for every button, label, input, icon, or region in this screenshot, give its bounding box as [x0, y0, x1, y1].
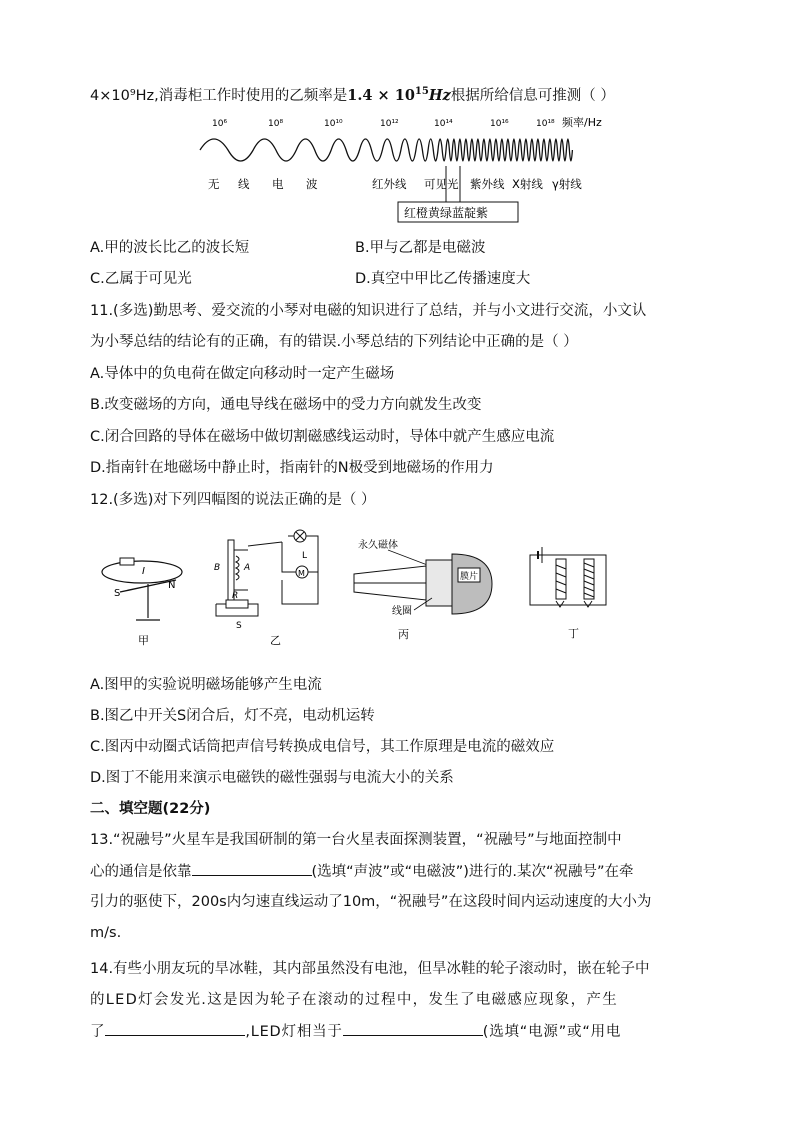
- q13-answer-blank-1[interactable]: [192, 861, 312, 876]
- microphone-head: [452, 554, 492, 614]
- spectrum-unit-label: 频率/Hz: [562, 116, 602, 129]
- q11-stem-line1: 11.(多选)勤思考、爱交流的小琴对电磁的知识进行了总结，并与小文进行交流，小文认: [90, 303, 647, 319]
- q10-option-d: D.真空中甲比乙传播速度大: [355, 271, 531, 287]
- switch-label: S: [236, 621, 242, 631]
- electromagnet-a: [556, 559, 566, 599]
- coil-label: 线圈: [392, 606, 412, 617]
- spectrum-band-label: 红外线: [372, 177, 407, 191]
- armature: [248, 542, 282, 546]
- figure-bing: [350, 538, 500, 643]
- q14-answer-blank-2[interactable]: [343, 1021, 483, 1036]
- q13-line3: 引力的驱使下，200s内匀速直线运动了10m，“祝融号”在这段时间内运动速度的大小为: [90, 894, 652, 910]
- spectrum-band-label: 无: [208, 177, 220, 191]
- q13-line4: m/s.: [90, 925, 122, 941]
- relay-coil: [236, 556, 239, 580]
- diaphragm-label: 膜片: [460, 572, 479, 582]
- figure-caption: 丁: [568, 627, 579, 640]
- spectrum-band-label: 波: [306, 177, 318, 191]
- q14-line3: 了 ,LED灯相当于 (选填“电源”或“用电: [90, 1021, 621, 1042]
- figure-jia: [98, 540, 188, 650]
- q10-option-b: B.甲与乙都是电磁波: [355, 240, 486, 256]
- spectrum-tick-label: 10⁸: [268, 119, 284, 129]
- q11-option-d: D.指南针在地磁场中静止时，指南针的N极受到地磁场的作用力: [90, 460, 494, 476]
- spectrum-tick-label: 10¹⁰: [324, 119, 343, 129]
- figure-caption: 甲: [138, 634, 149, 647]
- q13-line1: 13.“祝融号”火星车是我国研制的第一台火星表面探测装置，“祝融号”与地面控制中: [90, 832, 622, 848]
- electromagnetic-spectrum-diagram: [190, 108, 610, 228]
- spectrum-tick-label: 10¹⁸: [536, 119, 555, 129]
- spectrum-band-label: γ射线: [552, 177, 582, 191]
- q12-option-c: C.图丙中动圈式话筒把声信号转换成电信号，其工作原理是电流的磁效应: [90, 739, 555, 755]
- resistor: [226, 600, 248, 608]
- q14-line2: 的LED灯会发光.这是因为轮子在滚动的过程中，发生了电磁感应现象，产生: [90, 992, 619, 1008]
- q10-stem-suffix: 根据所给信息可推测（ ）: [450, 87, 615, 104]
- q11-option-c: C.闭合回路的导体在磁场中做切割磁感线运动时，导体中就产生感应电流: [90, 429, 555, 445]
- ding-circuit: [530, 555, 606, 605]
- q10-frequency-value: $1.4 \times 10^{15}Hz$: [347, 86, 451, 104]
- q10-stem-line: [90, 82, 615, 106]
- magnet-label: 永久磁体: [358, 540, 398, 551]
- q12-option-d: D.图丁不能用来演示电磁铁的磁性强弱与电流大小的关系: [90, 770, 454, 786]
- current-label: I: [142, 566, 145, 577]
- attracted-pins: [556, 601, 592, 607]
- spectrum-band-label: 线: [238, 177, 250, 191]
- spectrum-tick-label: 10⁶: [212, 119, 228, 129]
- figure-caption: 乙: [270, 634, 281, 647]
- q12-stem: 12.(多选)对下列四幅图的说法正确的是（ ）: [90, 492, 376, 508]
- spectrum-tick-label: 10¹²: [380, 119, 399, 129]
- q12-option-b: B.图乙中开关S闭合后，灯不亮，电动机运转: [90, 708, 375, 724]
- relay-a-label: A: [244, 563, 251, 573]
- figure-yi: [208, 520, 328, 650]
- pole-n-label: N: [168, 580, 176, 591]
- figure-ding: [520, 545, 620, 645]
- motor-label: M: [298, 569, 305, 578]
- pole-s-label: S: [114, 588, 121, 599]
- q10-option-c: C.乙属于可见光: [90, 271, 192, 287]
- battery: [120, 558, 134, 565]
- section-title: 二、填空题(22分): [90, 801, 211, 817]
- spectrum-band-label: X射线: [512, 177, 543, 191]
- q11-option-a: A.导体中的负电荷在做定向移动时一定产生磁场: [90, 366, 395, 382]
- q12-option-a: A.图甲的实验说明磁场能够产生电流: [90, 677, 322, 693]
- q14-answer-blank-1[interactable]: [105, 1021, 245, 1036]
- q11-stem-line2: 为小琴总结的结论有的正确，有的错误.小琴总结的下列结论中正确的是（ ）: [90, 334, 578, 350]
- spectrum-band-label: 紫外线: [470, 177, 505, 191]
- visible-light-colors: 红橙黄绿蓝靛紫: [404, 206, 489, 220]
- q11-option-b: B.改变磁场的方向，通电导线在磁场中的受力方向就发生改变: [90, 397, 482, 413]
- spectrum-tick-label: 10¹⁴: [434, 119, 453, 129]
- lamp-label: L: [302, 551, 308, 561]
- q10-option-a: A.甲的波长比乙的波长短: [90, 240, 250, 256]
- figure-caption: 丙: [398, 628, 409, 641]
- spectrum-wave: [200, 139, 572, 161]
- q10-stem-prefix: 4×10⁹Hz,消毒柜工作时使用的乙频率是: [90, 87, 348, 104]
- q13-line2: 心的通信是依靠 (选填“声波”或“电磁波”)进行的.某次“祝融号”在牵: [90, 861, 634, 882]
- spectrum-band-label: 电: [272, 177, 284, 191]
- resistor-label: R: [232, 591, 239, 601]
- magnet-leader: [388, 550, 430, 566]
- spectrum-band-label: 可见光: [424, 177, 459, 191]
- spectrum-tick-label: 10¹⁶: [490, 119, 509, 129]
- q14-line1: 14.有些小朋友玩的旱冰鞋，其内部虽然没有电池，但旱冰鞋的轮子滚动时，嵌在轮子中: [90, 961, 650, 977]
- relay-b-label: B: [214, 563, 221, 573]
